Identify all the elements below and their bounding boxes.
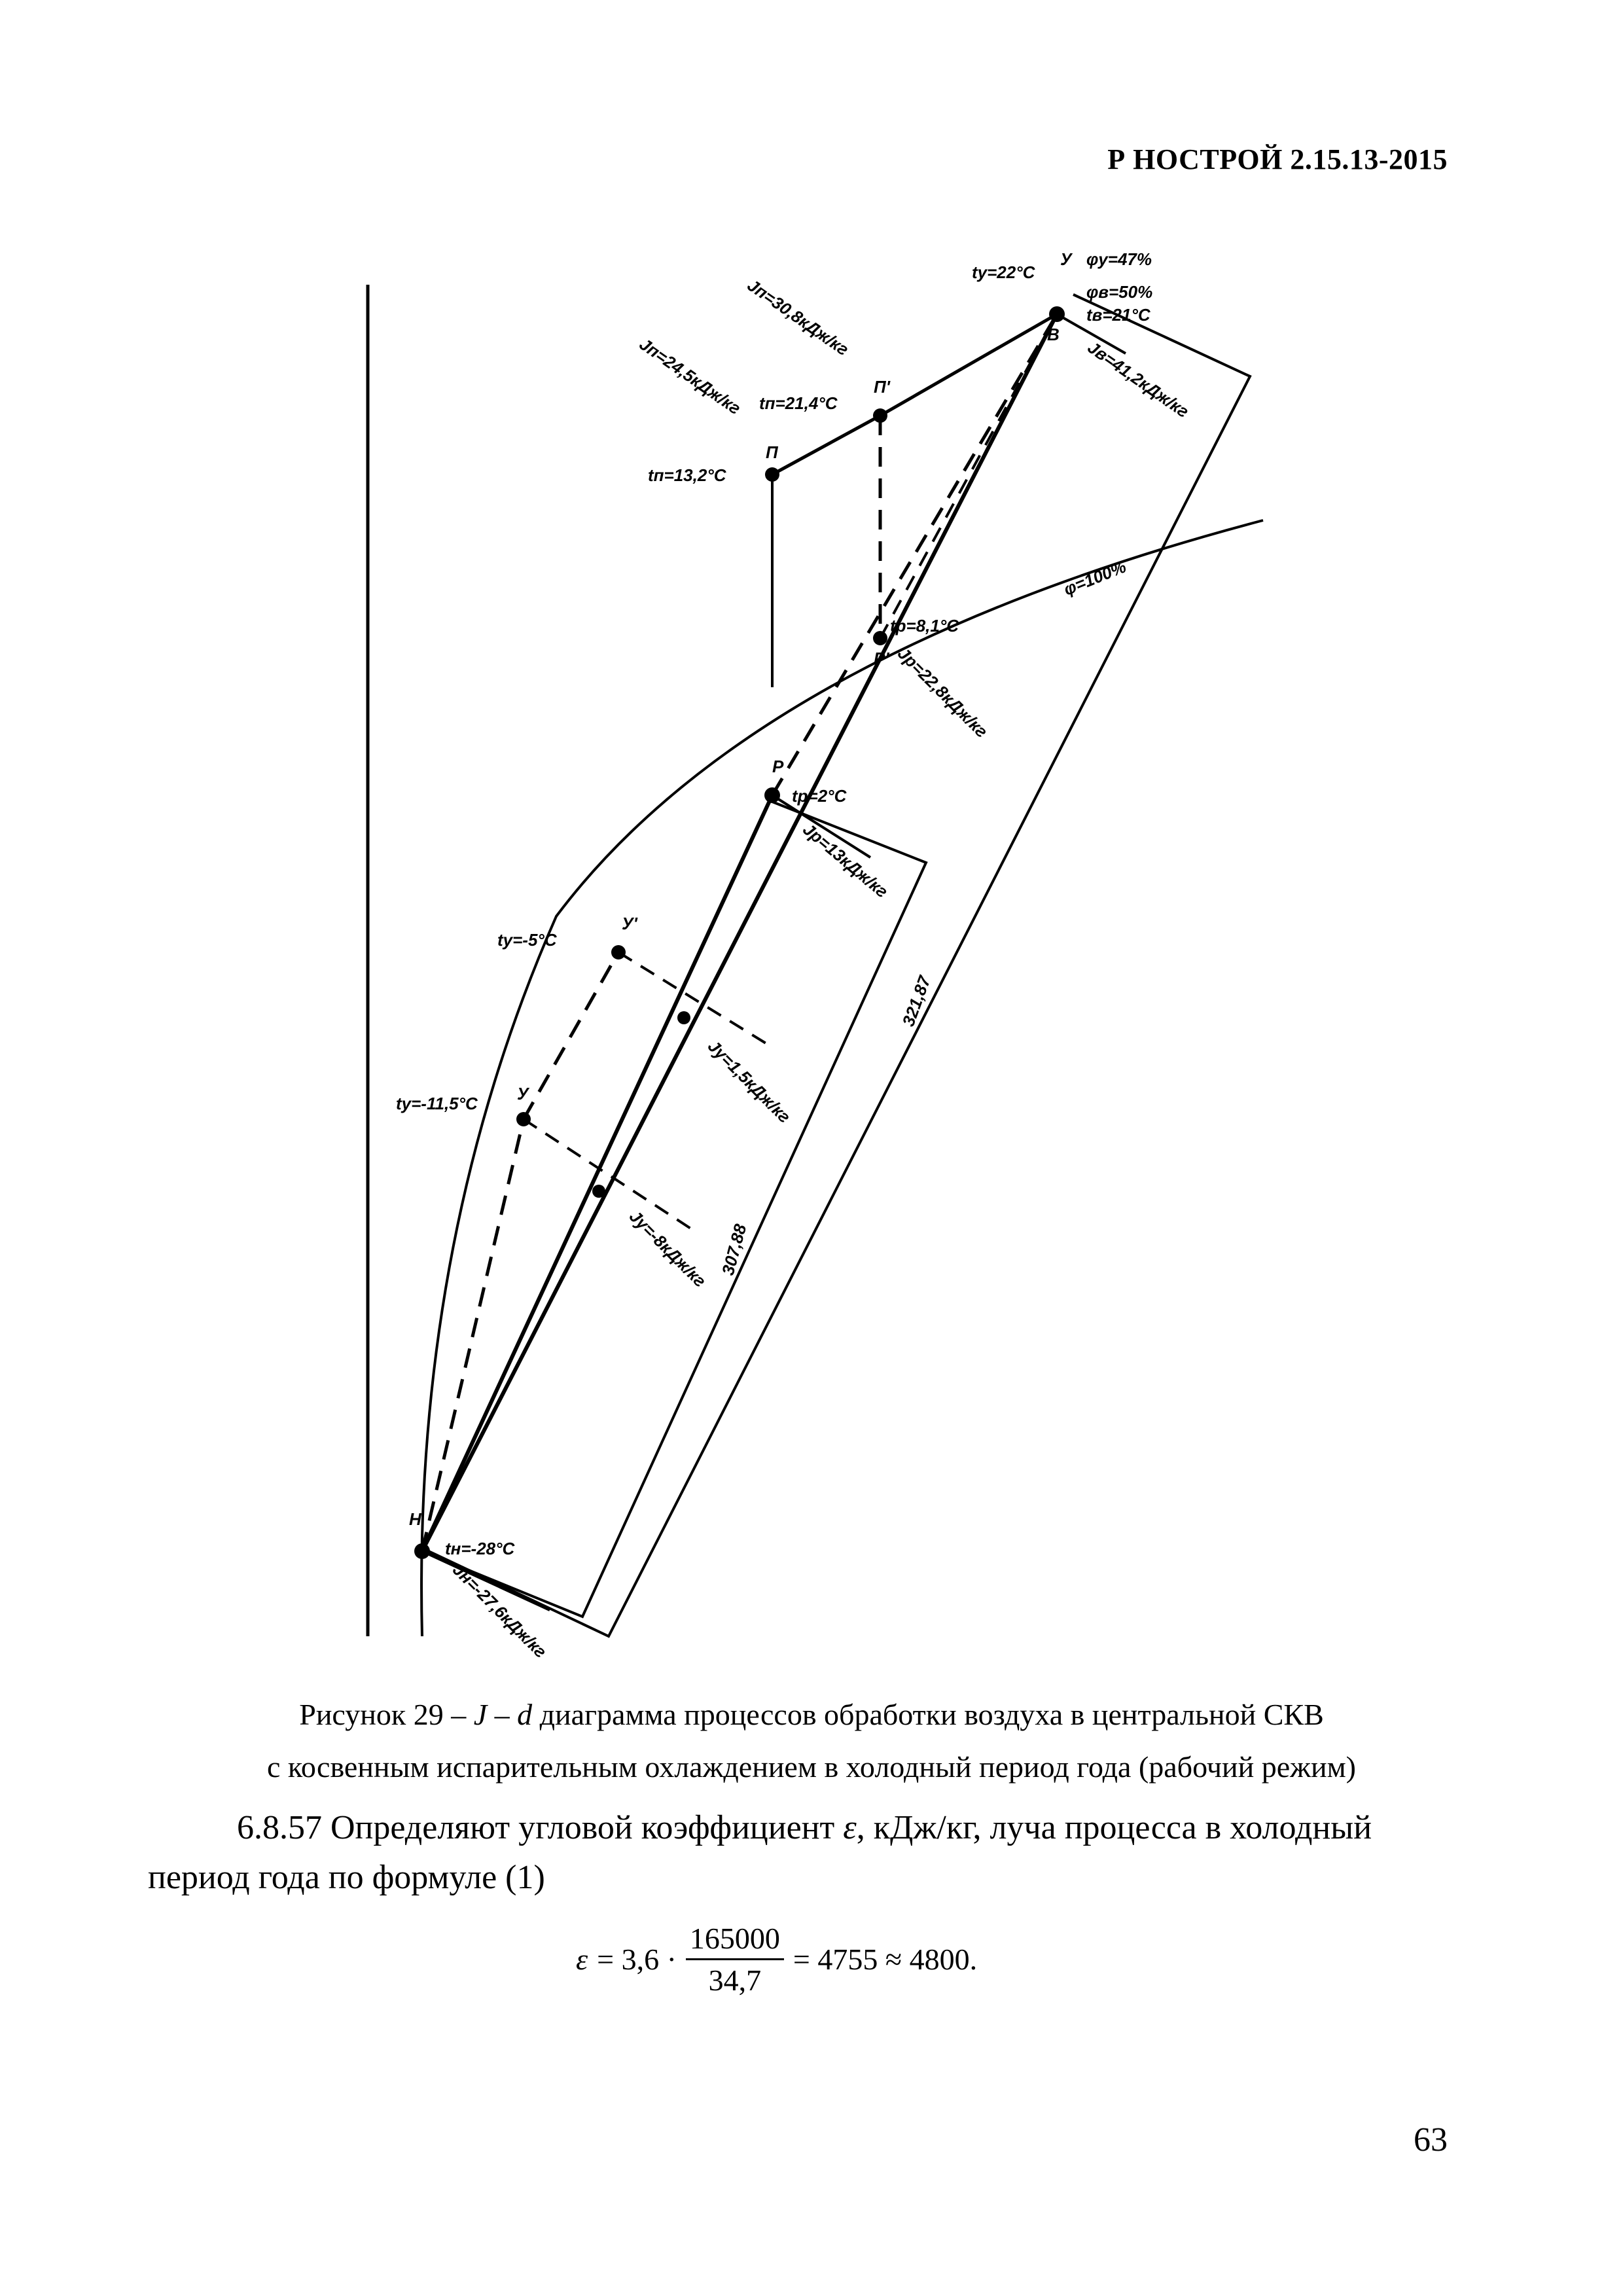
- label-tp8: tр=8,1°С: [890, 616, 959, 636]
- label-ty22: tу=22°С: [972, 262, 1035, 282]
- label-y2: У: [517, 1084, 529, 1103]
- label-b: В: [1047, 325, 1060, 344]
- formula-denominator: 34,7: [708, 1964, 762, 1997]
- outer-frame: [429, 295, 1250, 1636]
- label-p1: П: [766, 442, 778, 462]
- label-p-prime: Р': [874, 649, 889, 668]
- label-phi50: φв=50%: [1086, 282, 1153, 302]
- label-tp21: tп=21,4°С: [759, 393, 838, 413]
- point-marker-p1: [765, 467, 779, 482]
- label-ty11: tу=-11,5°С: [396, 1094, 478, 1113]
- formula-numerator: 165000: [686, 1921, 784, 1960]
- label-jb41: Jв=41,2кДж/кг: [1084, 337, 1193, 422]
- point-marker-y-top: [1049, 306, 1065, 322]
- label-jp24: Jп=24,5кДж/кг: [635, 334, 745, 419]
- point-marker-p-prime: [873, 631, 887, 645]
- label-tp13: tп=13,2°С: [648, 465, 726, 485]
- label-tn28: tн=-28°С: [445, 1539, 515, 1558]
- label-p1-prime: П': [874, 377, 890, 397]
- label-y-top: У: [1060, 249, 1072, 269]
- formula-eq: = 3,6 ·: [597, 1943, 677, 1976]
- label-j8: Jу=-8кДж/кг: [625, 1206, 710, 1291]
- label-len307: 307,88: [717, 1221, 751, 1278]
- epsilon-formula: [576, 1921, 977, 1998]
- label-jp30: Jп=30,8кДж/кг: [743, 275, 853, 360]
- dashed-pp: [880, 314, 1057, 638]
- point-marker-h: [414, 1543, 430, 1559]
- label-j15: Jу=1,5кДж/кг: [704, 1036, 795, 1127]
- label-p: Р: [772, 757, 784, 776]
- label-phi100: φ=100%: [1061, 556, 1129, 600]
- point-marker-y2: [516, 1112, 531, 1126]
- label-jp22: Jр=22,8кДж/кг: [893, 643, 992, 742]
- formula-fraction: [686, 1921, 784, 1998]
- heating-line-2: [772, 416, 880, 475]
- dashed-line-3: [772, 314, 1057, 795]
- enthalpy-line-y1: [618, 952, 772, 1047]
- label-jr13: Jр=13кДж/кг: [799, 819, 892, 902]
- figure-caption-line2: с косвенным испарительным охлаждением в холодный период года (рабочий режим): [266, 1750, 1357, 1784]
- point-marker-mid1: [677, 1011, 690, 1024]
- point-marker-mid2: [592, 1185, 605, 1198]
- label-ty5: tу=-5°С: [497, 930, 557, 950]
- point-marker-p: [764, 787, 780, 803]
- body-paragraph: 6.8.57 Определяют угловой коэффициент ε, кДж/кг, луча процесса в холодный период года по формуле (1): [148, 1809, 1372, 1896]
- label-jn27: Jн=-27,6кДж/кг: [448, 1560, 551, 1662]
- label-h: Н: [409, 1509, 421, 1529]
- enthalpy-line-y2: [524, 1119, 694, 1230]
- point-marker-y1: [611, 945, 626, 960]
- process-line-hp: [422, 795, 772, 1551]
- figure-caption-line1: Рисунок 29 – J – d диаграмма процессов обработки воздуха в центральной СКВ: [299, 1698, 1324, 1731]
- formula-rhs: = 4755 ≈ 4800.: [793, 1943, 978, 1976]
- label-tr2: tр=2°С: [792, 786, 847, 806]
- label-phi47: φу=47%: [1086, 249, 1152, 269]
- label-tb21: tв=21°С: [1086, 305, 1150, 325]
- label-len321: 321,87: [898, 973, 935, 1030]
- inner-frame: [422, 802, 926, 1617]
- dashed-line-2: [524, 952, 618, 1119]
- page-number: 63: [1414, 2121, 1448, 2159]
- label-y1: У': [622, 914, 637, 933]
- document-header: Р НОСТРОЙ 2.15.13-2015: [1107, 143, 1448, 175]
- formula-lhs: ε: [576, 1943, 588, 1976]
- point-marker-p1-prime: [873, 408, 887, 423]
